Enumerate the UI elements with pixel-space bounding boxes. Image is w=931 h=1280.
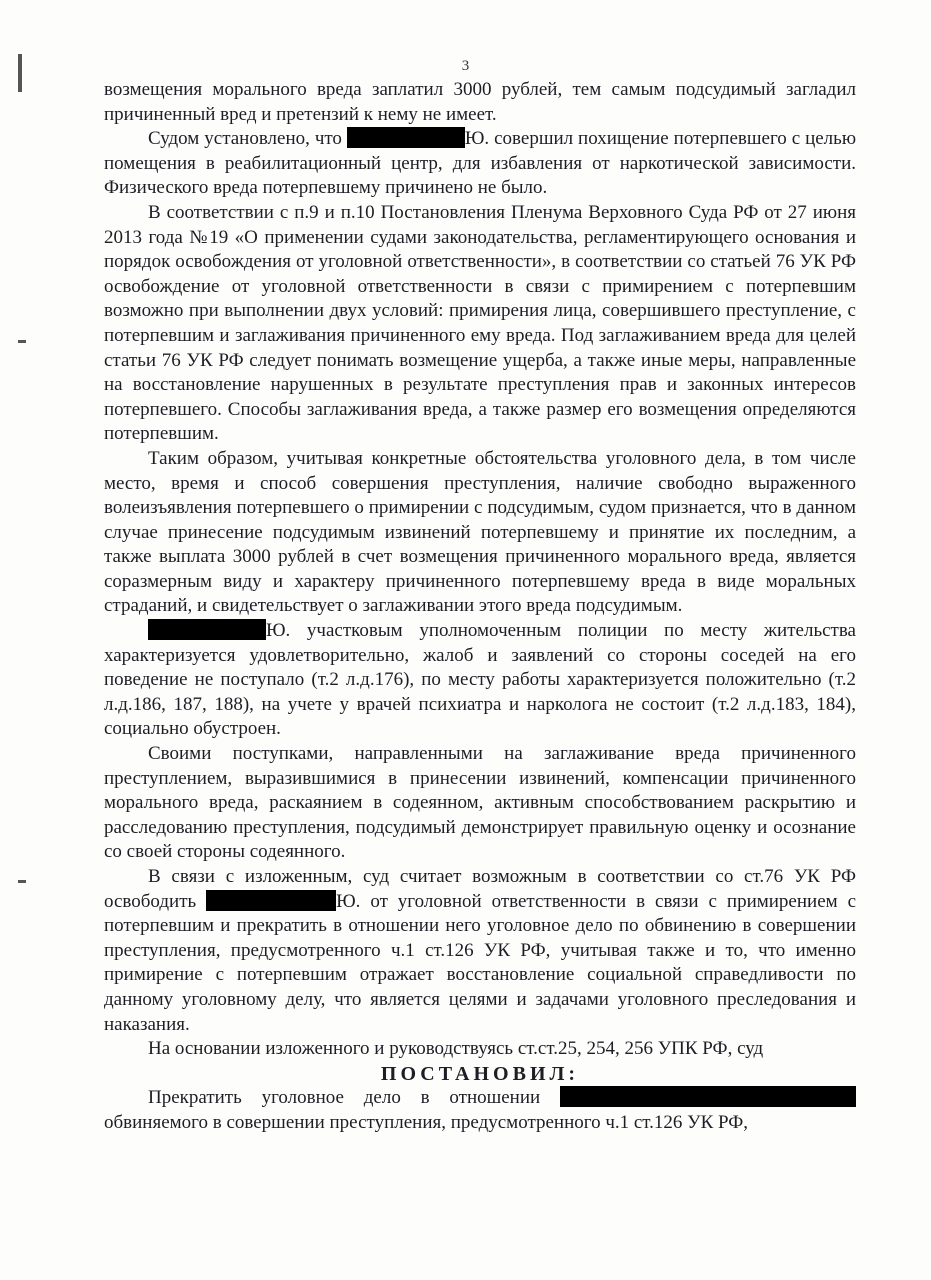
redacted-name [347, 127, 465, 148]
text-line: прав и законных интересов потерпевшего. Способы заглаживания вреда, а также [104, 374, 857, 420]
paragraph-release [104, 865, 856, 1037]
text-line: уголовной ответственности в связи с примирением с потерпевшим возможно при [104, 275, 857, 322]
text-line: признается, что в данном случае принесение подсудимым извинений [104, 497, 857, 543]
scan-edge-mark [18, 340, 26, 343]
text-line: обвинению в совершении преступления, предусмотренного ч.1 ст.126 УК РФ, [104, 915, 856, 961]
text-line: преступлением, выразившимися в принесении извинений, компенсации [104, 767, 729, 789]
text-line: Ю. совершил похищение потерпевшего [464, 128, 787, 150]
text-line: РФ освободить [104, 866, 856, 912]
text-line: загладил причиненный вред и претензий к нему не имеет. [104, 79, 856, 125]
text-line: положительно (т.2 л.д.186, 187, 188), на учете у врачей психиатра и нарколога не [104, 669, 856, 715]
text-line: выполнении двух условий: примирения лица, совершившего преступление, с [224, 300, 856, 322]
text-line: демонстрирует правильную оценку и осознание со своей стороны содеянного. [104, 816, 856, 863]
redacted-name [560, 1086, 856, 1107]
text-line: возмещения морального вреда заплатил 3000 рублей, тем самым подсудимый [104, 79, 776, 100]
text-line: является целями и задачами уголовного преследования и наказания. [104, 988, 856, 1035]
text-line: было. [501, 177, 548, 199]
paragraph-court-finds [104, 447, 856, 619]
text-line: потерпевшим и заглаживания причиненного ему вреда. Под заглаживанием вреда [104, 324, 771, 346]
paragraph-plenum-ruling [104, 201, 856, 447]
text-line: В связи с изложенным, суд считает возможным в соответствии со ст.76 УК [148, 866, 820, 887]
text-line: наркотической зависимости. Физического вреда потерпевшему причинено не [104, 152, 856, 199]
paragraph-basis [104, 1037, 856, 1062]
text-line: 27 июня 2013 года №19 «О применении судами законодательства, [104, 201, 857, 248]
text-line: ответственности», в соответствии со статьей 76 УК РФ освобождение от [104, 251, 857, 297]
ruling-heading: ПОСТАНОВИЛ: [380, 1062, 580, 1085]
paragraph-court-established [104, 127, 856, 201]
text-line: На основании изложенного и руководствуясь ст.ст.25, 254, 256 УПК РФ, суд [148, 1038, 764, 1060]
text-line: Таким образом, учитывая конкретные обстоятельства уголовного дела, в том [148, 447, 802, 469]
text-line: свидетельствует о заглаживании этого вреда подсудимым. [211, 595, 683, 617]
text-line: обвиняемого в совершении преступления, предусмотренного ч.1 ст.126 УК РФ, [104, 1111, 749, 1133]
text-line: выраженного волеизъявления потерпевшего о примирении с подсудимым, судом [104, 472, 857, 519]
redacted-name [148, 619, 266, 640]
text-line: потерпевшему и принятие их последним, а также выплата 3000 рублей в счет [104, 521, 856, 568]
text-line: Своими поступками, направленными на заглаживание вреда причиненного [148, 743, 856, 765]
paragraph-damages-paid [104, 78, 856, 127]
text-line: числе место, время и способ совершения преступления, наличие свободно [104, 447, 856, 494]
paragraph-actions [104, 742, 856, 865]
text-line: учитывая также и то, что именно примирение с потерпевшим отражает [104, 939, 857, 986]
text-line: характеризуется удовлетворительно, жалоб и заявлений со стороны соседей на [104, 644, 817, 666]
redacted-name [206, 890, 336, 911]
text-line: В соответствии с п.9 и п.10 Постановления Пленума Верховного Суда РФ от [148, 201, 782, 223]
text-line: Ю. участковым уполномоченным полиции по месту жительства [266, 620, 856, 642]
text-line: причиненного морального вреда, раскаянием в содеянном, активным [104, 767, 856, 814]
text-line: восстановление социальной справедливости по данному уголовному делу, что [104, 964, 856, 1010]
text-line: для целей статьи 76 УК РФ следует понимать возмещение ущерба, а также иные [104, 324, 857, 371]
text-line: Судом установлено, что [148, 128, 342, 150]
text-line: Ю. от уголовной ответственности в связи с [336, 890, 717, 912]
document-body [104, 78, 856, 1136]
paragraph-ruling [104, 1086, 856, 1135]
text-line: способствованием раскрытию и расследованию преступления, подсудимый [104, 792, 856, 838]
text-line: регламентирующего основания и порядок освобождения от уголовной [104, 226, 857, 273]
page-number: 3 [461, 58, 470, 74]
text-line: меры, направленные на восстановление нарушенных в результате преступления [104, 349, 857, 396]
text-line: Прекратить уголовное дело в отношении [148, 1087, 541, 1109]
text-line: примирением с потерпевшим и прекратить в отношении него уголовное дело по [104, 890, 857, 937]
text-line: размер его возмещения определяются потерпевшим. [104, 398, 856, 445]
text-line: с целью помещения в реабилитационный центр, для избавления от [104, 128, 857, 174]
scan-edge-mark [18, 880, 26, 883]
text-line: возмещения причиненного морального вреда, является соразмерным виду и [104, 546, 856, 592]
paragraph-characterization [104, 619, 856, 742]
text-line: его поведение не поступало (т.2 л.д.176), по месту работы характеризуется [104, 644, 857, 691]
text-line: характеру причиненного потерпевшему вреда в виде моральных страданий, и [104, 570, 856, 617]
text-line: состоит (т.2 л.д.183, 184), социально обустроен. [104, 693, 856, 740]
